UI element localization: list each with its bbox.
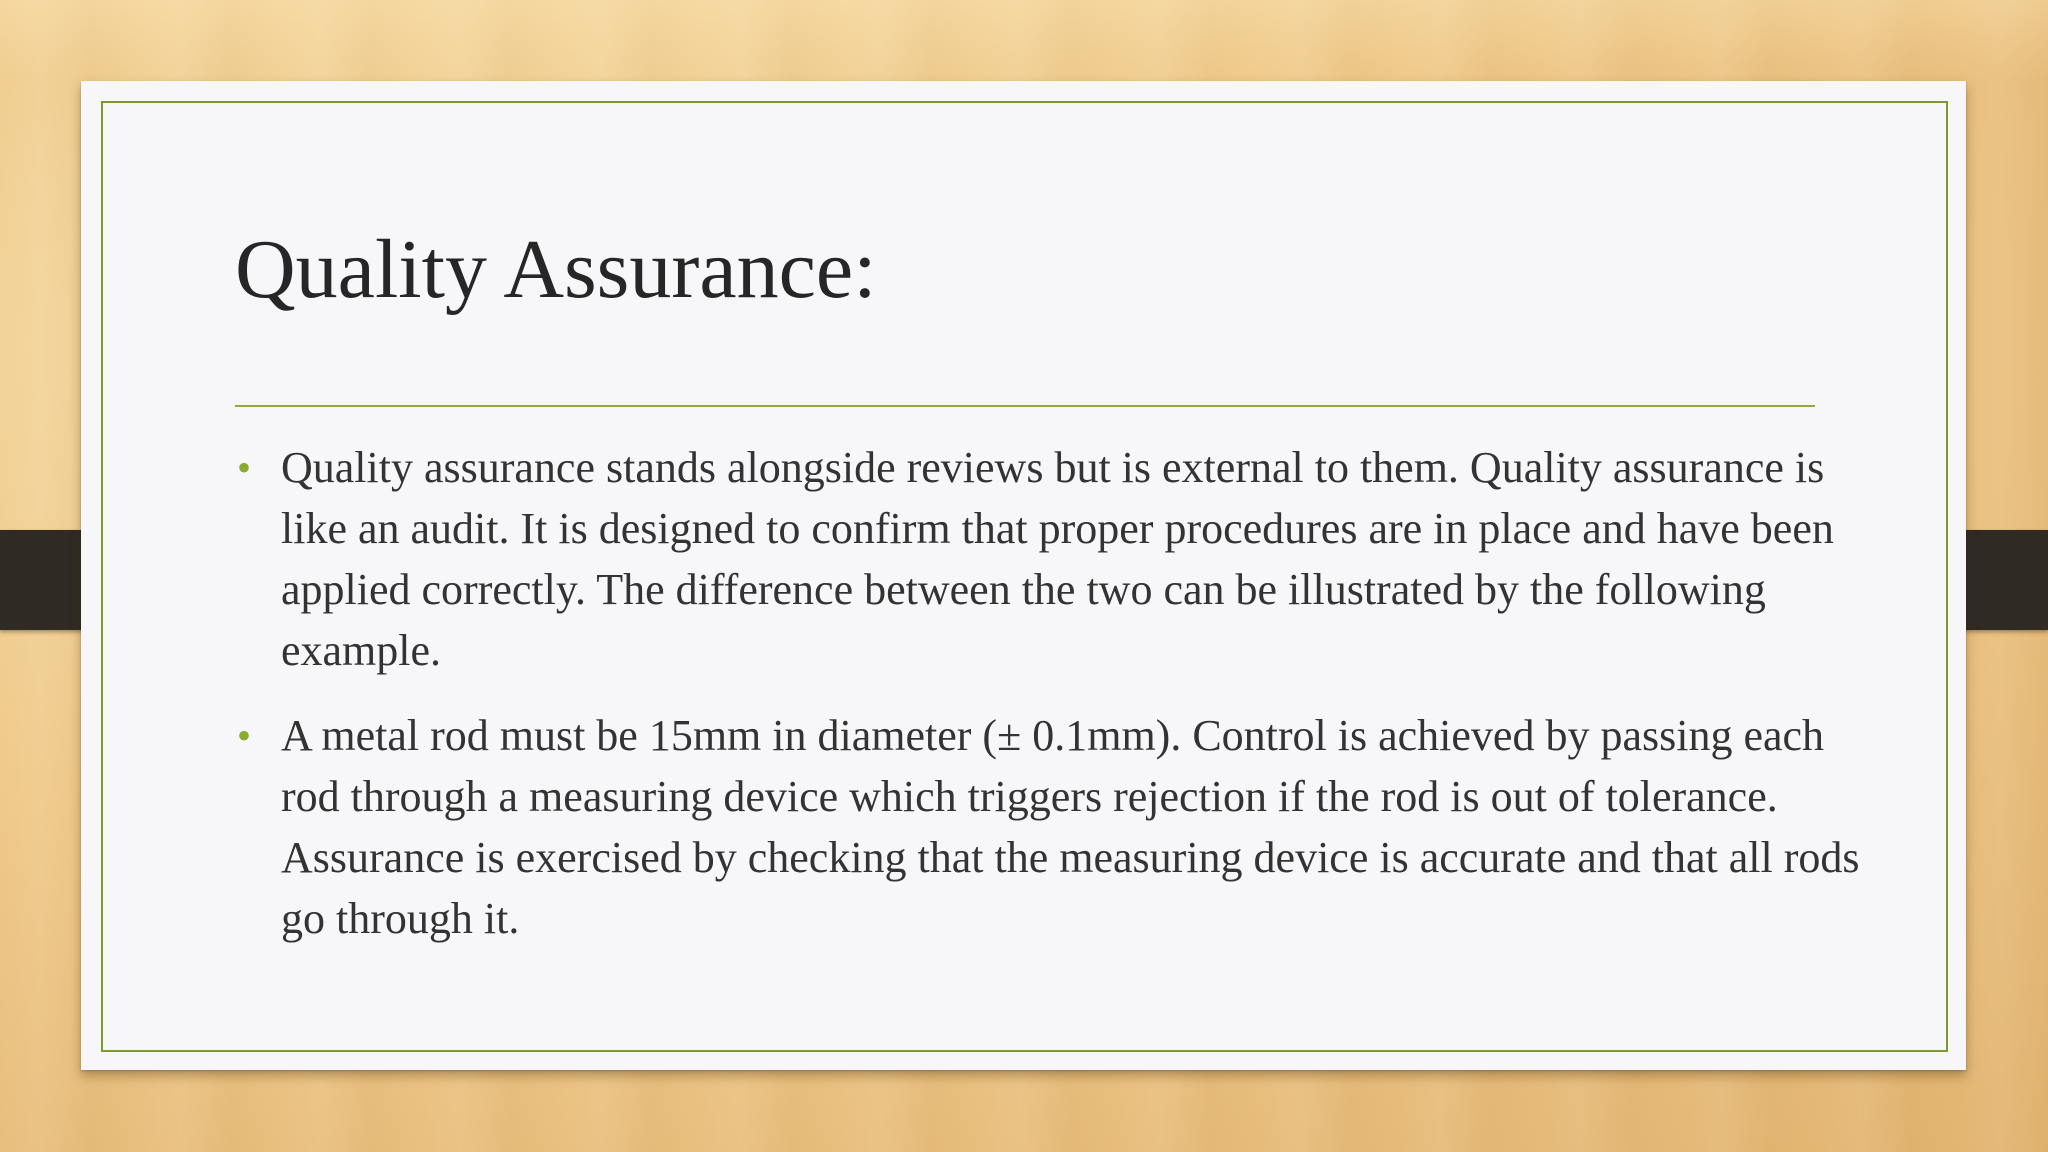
- bullet-item: [235, 437, 1875, 681]
- slide-card: [81, 81, 1966, 1070]
- bullet-dot-icon: •: [237, 445, 252, 490]
- bullet-text: A metal rod must be 15mm in diameter (± 0.1mm). Control is achieved by passing each rod through a measuring device which triggers rejection if the rod is out of tolerance. Assurance is exercised by checking that the measuring device is accurate and that all rods go through it.: [281, 711, 1860, 943]
- slide-title: Quality Assurance:: [235, 223, 877, 316]
- bullet-item: [235, 705, 1875, 949]
- wood-background-highlight: [0, 0, 2048, 80]
- title-divider: [235, 405, 1815, 407]
- bullet-dot-icon: •: [237, 713, 252, 758]
- bullet-list: [235, 437, 1875, 973]
- bullet-text: Quality assurance stands alongside reviews but is external to them. Quality assurance is like an audit. It is designed to confirm that proper procedures are in place and have been applied correctly. The difference between the two can be illustrated by the following example.: [281, 443, 1834, 675]
